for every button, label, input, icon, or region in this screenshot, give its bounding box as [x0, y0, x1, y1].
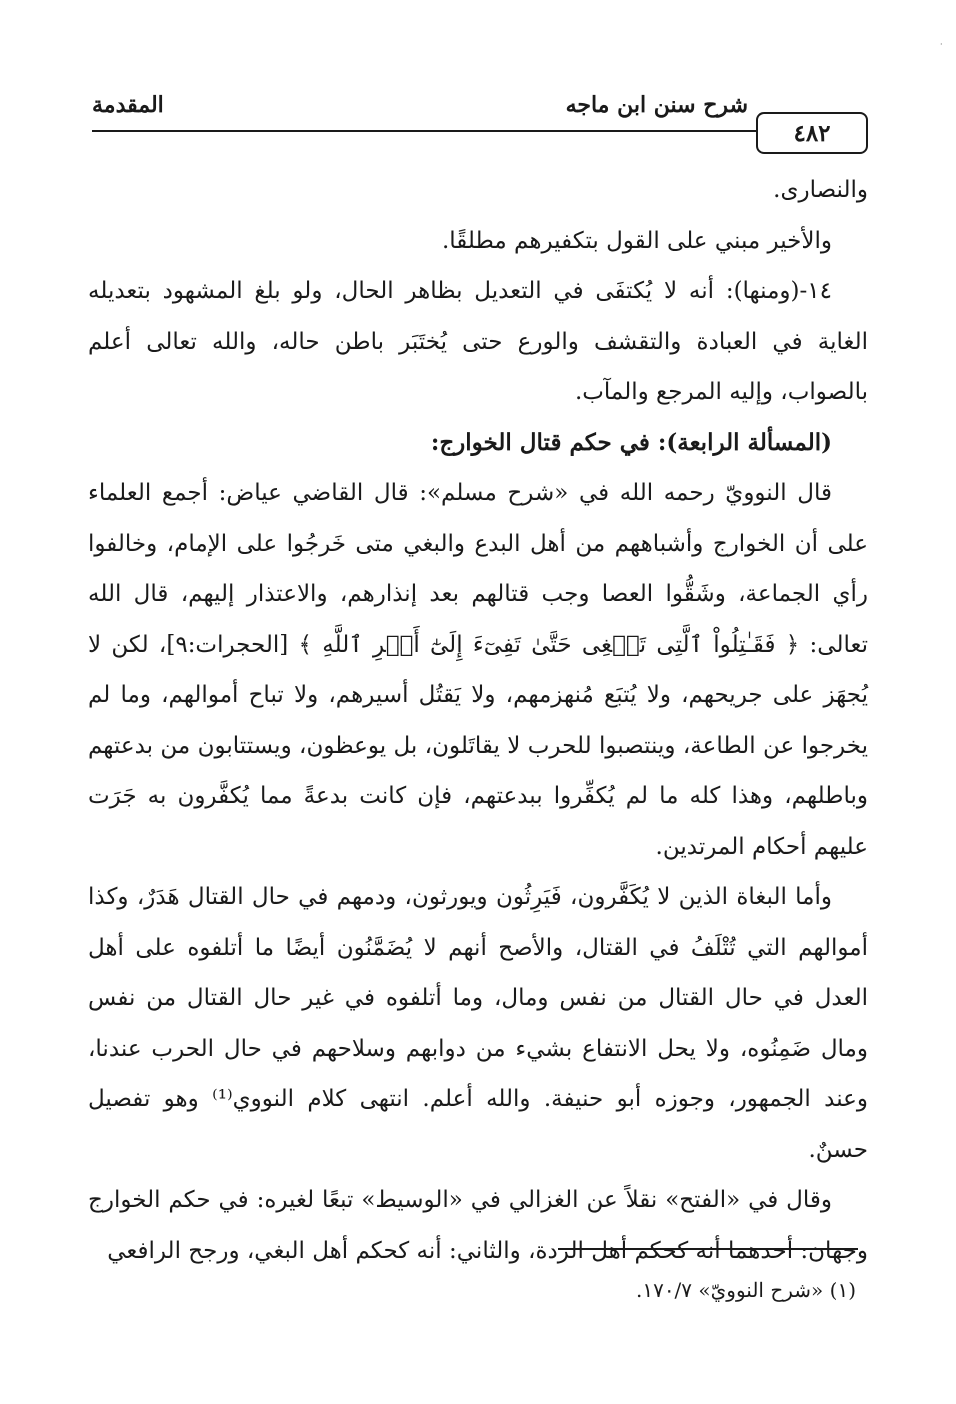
paragraph: وقال في «الفتح» نقلاً عن الغزالي في «الوسيط» تبعًا لغيره: في حكم الخوارج وجهان: أحدهما أنه كحكم أهل الردة، والثاني: أنه كحكم أهل البغي، ورجح الرافعي — [88, 1187, 868, 1264]
footnote-rule — [558, 1248, 858, 1250]
header-rule — [92, 130, 758, 132]
section-title: المقدمة — [92, 92, 164, 118]
page-header — [88, 78, 868, 158]
margin-mark: · — [940, 40, 943, 49]
book-title: شرح سنن ابن ماجه — [565, 92, 748, 118]
footnote: (١) «شرح النوويّ» ١٧٠/٧. — [635, 1278, 856, 1302]
page-number: ٤٨٢ — [756, 112, 868, 154]
paragraph: والأخير مبني على القول بتكفيرهم مطلقًا. — [441, 227, 832, 254]
paragraph: وأما البغاة الذين لا يُكَفَّرون، فَيَرِثُون ويورثون، ودمهم في حال القتال هَدَرٌ، وكذا أموالهم التي تُتْلَفُ في القتال، والأصح أنهم لا يُضَمَّنُون أيضًا ما أتلفوه على أهل العدل في حال القتال من نفس ومال، وما أتلفوه في غير حال القتال من نفس ومال ضَمِنُوه، ولا يحل الانتفاع بشيء من دوابهم وسلاحهم في حال الحرب عندنا، وعند الجمهور، وجوزه أبو حنيفة. والله أعلم. انتهى كلام النووي⁽¹⁾ وهو تفصيل حسنٌ. — [88, 884, 868, 1163]
section-heading: (المسألة الرابعة): في حكم قتال الخوارج: — [430, 428, 832, 456]
paragraph: والنصارى. — [773, 177, 868, 203]
paragraph: ١٤-(ومنها): أنه لا يُكتفَى في التعديل بظاهر الحال، ولو بلغ المشهود بتعديله الغاية في العبادة والتقشف والورع حتى يُختَبَر باطن حاله، والله تعالى أعلم بالصواب، وإليه المرجع والمآب. — [88, 278, 868, 405]
main-text — [88, 165, 868, 1276]
paragraph: قال النوويّ رحمه الله في «شرح مسلم»: قال القاضي عياض: أجمع العلماء على أن الخوارج وأشباههم من أهل البدع والبغي متى خَرجُوا على الإمام، وخالفوا رأي الجماعة، وشَقُّوا العصا وجب قتالهم بعد إنذارهم، والاعتذار إليهم، قال الله تعالى: ﴿ فَقَـٰتِلُواْ ٱلَّتِى تَبۡغِى حَتَّىٰ تَفِىٓءَ إِلَىٰٓ أَمۡرِ ٱللَّهِ ﴾ [الحجرات:٩]، لكن لا يُجهَز على جريحهم، ولا يُتبَع مُنهزمهم، ولا يَقتُل أسيرهم، ولا تباح أموالهم، وما لم يخرجوا عن الطاعة، وينتصبوا للحرب لا يقاتَلون، بل يوعظون، ويستتابون من بدعتهم وباطلهم، وهذا كله ما لم يُكفِّروا ببدعتهم، فإن كانت بدعةً مما يُكفَّرون به جَرَت عليهم أحكام المرتدين. — [88, 480, 868, 860]
